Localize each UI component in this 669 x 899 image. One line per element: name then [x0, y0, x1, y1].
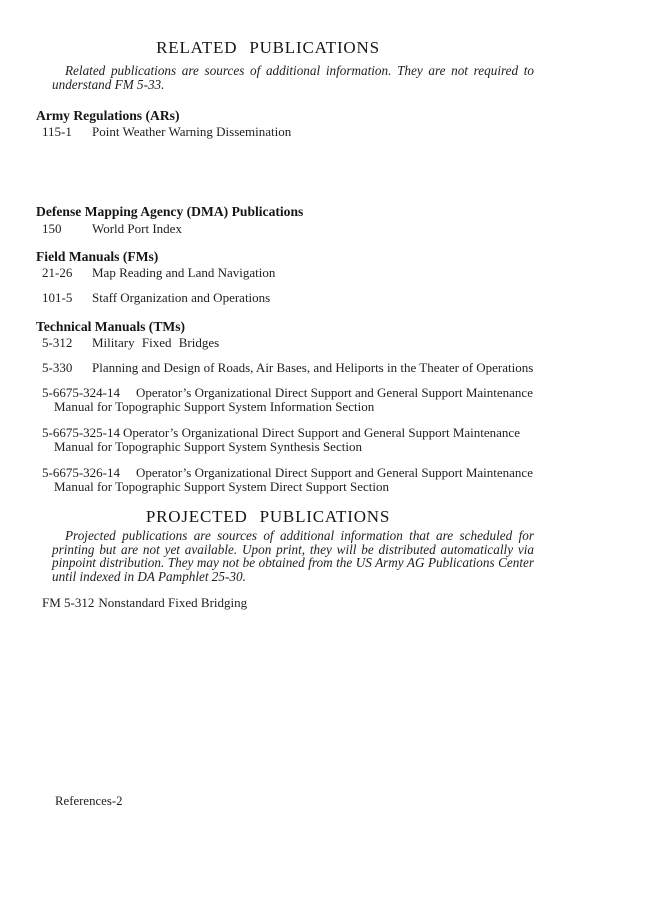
- pub-number: 115-1: [42, 124, 72, 139]
- group-heading-field-manuals: Field Manuals (FMs): [36, 249, 159, 264]
- intro-line: understand FM 5-33.: [52, 76, 165, 92]
- pub-title: Nonstandard Fixed Bridging: [98, 595, 248, 610]
- pub-title: Operator’s Organizational Direct Support and General Support Maintenance Manual for Topographic Support System Information Section: [54, 385, 533, 414]
- pub-entry: [42, 266, 536, 280]
- pub-number: 5-312: [42, 335, 73, 350]
- intro-line: until indexed in DA Pamphlet 25-30.: [52, 568, 246, 584]
- pub-entry: [42, 361, 536, 375]
- group-heading-technical-manuals: Technical Manuals (TMs): [36, 319, 186, 334]
- pub-entry: [42, 291, 536, 305]
- pub-title: Map Reading and Land Navigation: [92, 265, 276, 280]
- pub-number: 5-330: [42, 359, 73, 375]
- related-publications-title: RELATED PUBLICATIONS: [156, 38, 380, 57]
- intro-line: printing but are not yet available. Upon print, they will be distributed automatically via: [52, 541, 534, 557]
- intro-line: Projected publications are sources of additional information that are scheduled for: [65, 528, 534, 543]
- pub-entry: [42, 426, 546, 453]
- projected-publications-title: PROJECTED PUBLICATIONS: [145, 507, 391, 526]
- pub-title: Point Weather Warning Dissemination: [92, 124, 292, 139]
- related-publications-intro: [52, 64, 534, 91]
- pub-title: Operator’s Organizational Direct Support and General Support Maintenance Manual for Topographic Support System Direct Support Section: [54, 465, 533, 494]
- pub-title: Staff Organization and Operations: [92, 289, 271, 305]
- intro-line: pinpoint distribution. They may not be obtained from the US Army AG Publications Center: [52, 555, 534, 570]
- pub-entry: [42, 222, 536, 236]
- pub-title: World Port Index: [92, 220, 182, 236]
- pub-entry: [42, 466, 546, 493]
- pub-number: FM 5-312: [42, 595, 95, 610]
- page-footer: References-2: [55, 794, 123, 808]
- pub-number: 5-6675-324-14: [42, 385, 120, 400]
- pub-number: 150: [42, 220, 62, 236]
- pub-entry: [42, 596, 536, 610]
- pub-number: 5-6675-326-14: [42, 465, 120, 480]
- pub-title: Military Fixed Bridges: [92, 335, 220, 350]
- pub-title: Operator’s Organizational Direct Support and General Support Maintenance Manual for Topographic Support System Synthesis Section: [54, 425, 520, 454]
- pub-number: 101-5: [42, 289, 73, 305]
- projected-publications-intro: [52, 529, 534, 583]
- pub-entry: [42, 336, 536, 350]
- pub-entry: [42, 386, 546, 413]
- intro-line: Related publications are sources of additional information. They are not required to: [65, 63, 534, 78]
- pub-number: 5-6675-325-14: [42, 425, 120, 440]
- pub-number: 21-26: [42, 265, 73, 280]
- group-heading-army-regulations: Army Regulations (ARs): [36, 108, 180, 123]
- pub-entry: [42, 125, 536, 139]
- group-heading-dma-publications: Defense Mapping Agency (DMA) Publications: [36, 203, 304, 219]
- pub-title: Planning and Design of Roads, Air Bases, and Heliports in the Theater of Operations: [92, 359, 534, 375]
